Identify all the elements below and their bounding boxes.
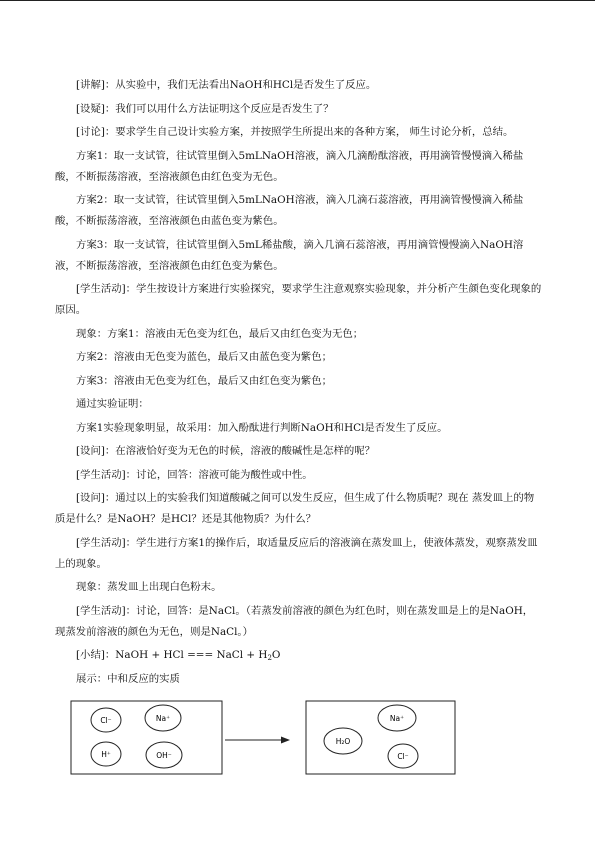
ion-label-h-before: H⁺ — [101, 750, 111, 759]
paragraph-question-method: [设疑]：我们可以用什么方法证明这个反应是否发生了？ — [76, 102, 334, 115]
molecule-circle-h2o — [324, 728, 362, 754]
ion-label-na-before: Na⁺ — [155, 714, 171, 723]
ion-circle-na-before — [145, 705, 181, 731]
lesson-text — [55, 75, 543, 692]
ion-circle-h-before — [91, 742, 121, 766]
paragraph-plan-1: 方案1：取一支试管，往试管里倒入5mLNaOH溶液，滴入几滴酚酞溶液，再用滴管慢慢滴入稀盐酸，不断振荡溶液，至溶液颜色由红色变为无色。 — [55, 149, 524, 183]
paragraph-question-acidity: [设问]：在溶液恰好变为无色的时候，溶液的酸碱性是怎样的呢？ — [76, 445, 376, 457]
summary-equation-subscript: 2 — [267, 654, 272, 662]
summary-label: [小结]： — [76, 649, 116, 661]
ion-circle-na-after — [378, 705, 416, 731]
molecule-label-h2o: H₂O — [335, 737, 351, 746]
ion-circle-oh-before — [146, 742, 182, 768]
paragraph-phenomenon-3: 方案3：溶液由无色变为红色，最后又由红色变为紫色； — [76, 374, 332, 387]
paragraph-student-activity-2: [学生活动]：讨论，回答：溶液可能为酸性或中性。 — [76, 468, 313, 481]
paragraph-phenomenon-2: 方案2：溶液由无色变为蓝色，最后又由蓝色变为紫色； — [76, 351, 332, 363]
paragraph-explain: [讲解]：从实验中，我们无法看出NaOH和HCl是否发生了反应。 — [76, 79, 377, 91]
paragraph-question-product: [设问]：通过以上的实验我们知道酸碱之间可以发生反应，但生成了什么物质呢？现在 蒸发皿上的物质是什么？是NaOH？是HCl？还是其他物质？为什么？ — [55, 492, 535, 525]
ion-label-oh-before: OH⁻ — [156, 751, 172, 760]
summary-equation-left: NaOH + HCl === NaCl + H — [115, 649, 268, 661]
reaction-arrowhead — [281, 737, 290, 744]
paragraph-student-activity-4: [学生活动]：讨论，回答：是NaCl。（若蒸发前溶液的颜色为红色时，则在蒸发皿是上的是NaOH，现蒸发前溶液的颜色为无色，则是NaCl。） — [55, 604, 534, 638]
paragraph-summary — [55, 645, 543, 666]
paragraph-display-title: 展示：中和反应的实质 — [76, 672, 180, 685]
paragraph-plan-3: 方案3：取一支试管，往试管里倒入5mL稀盐酸，滴入几滴石蕊溶液，再用滴管慢慢滴入NaOH溶液，不断振荡溶液，至溶液颜色由红色变为紫色。 — [55, 238, 524, 272]
paragraph-student-activity-1: [学生活动]：学生按设计方案进行实验探究，要求学生注意观察实验现象，并分析产生颜色变化现象的原因。 — [55, 283, 542, 316]
after-reaction-box — [306, 701, 455, 774]
ion-circle-cl-after — [388, 744, 418, 768]
ion-label-cl-before: Cl⁻ — [100, 716, 112, 725]
paragraph-proof: 通过实验证明： — [76, 398, 149, 410]
paragraph-student-activity-3: [学生活动]：学生进行方案1的操作后，取适量反应后的溶液滴在蒸发皿上，使液体蒸发，观察蒸发皿上的现象。 — [55, 536, 538, 570]
paragraph-plan-2: 方案2：取一支试管，往试管里倒入5mLNaOH溶液，滴入几滴石蕊溶液，再用滴管慢慢滴入稀盐酸，不断振荡溶液，至溶液颜色由蓝色变为紫色。 — [55, 194, 524, 227]
paragraph-phenomenon-1: 现象：方案1：溶液由无色变为红色，最后又由红色变为无色； — [76, 327, 364, 340]
paragraph-phenomenon-evaporate: 现象：蒸发皿上出现白色粉末。 — [76, 581, 222, 593]
ion-label-na-after: Na⁺ — [389, 714, 405, 723]
paragraph-plan-choice: 方案1实验现象明显，故采用：加入酚酞进行判断NaOH和HCl是否发生了反应。 — [76, 421, 448, 434]
top-rule — [0, 0, 595, 1]
summary-equation-right: O — [271, 649, 281, 661]
ion-label-cl-after: Cl⁻ — [397, 752, 409, 761]
ion-circle-cl-before — [91, 708, 121, 732]
paragraph-discussion: [讨论]：要求学生自己设计实验方案，并按照学生所提出来的各种方案， 师生讨论分析，总结。 — [76, 126, 514, 138]
before-reaction-box — [71, 701, 222, 774]
